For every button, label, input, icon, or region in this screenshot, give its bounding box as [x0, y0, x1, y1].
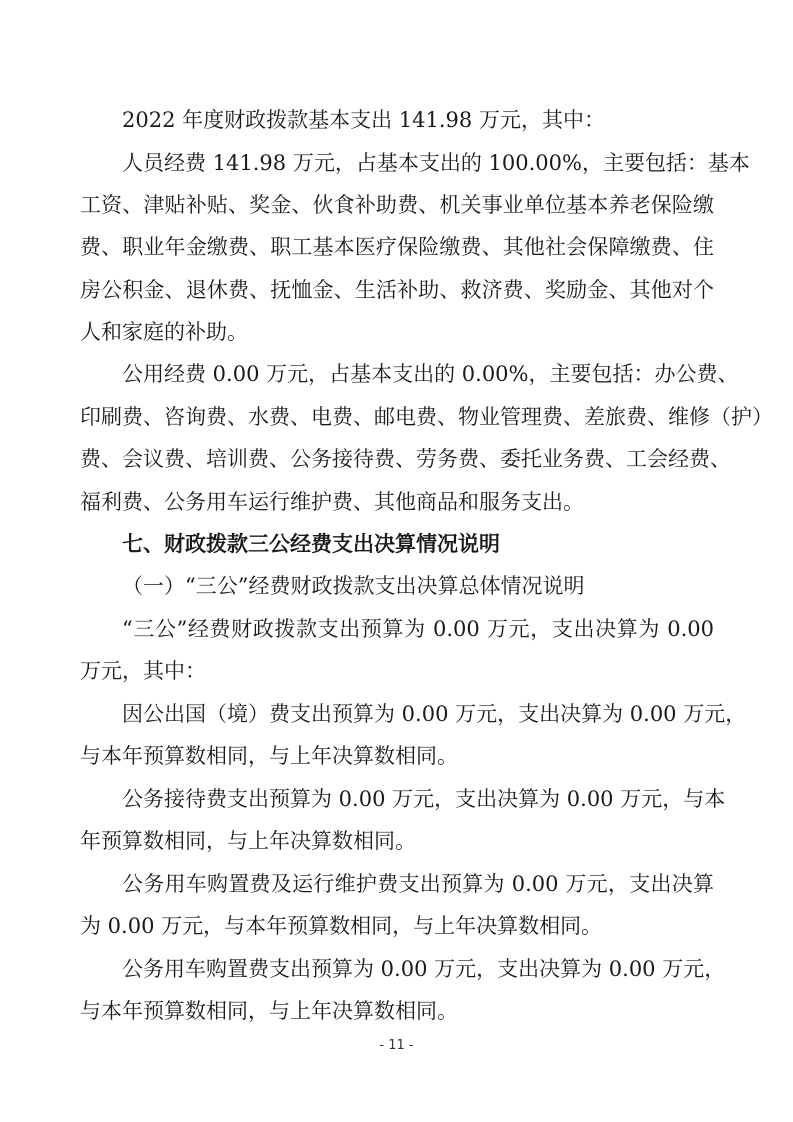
paragraph-line: 福利费、公务用车运行维护费、其他商品和服务支出。	[80, 490, 584, 514]
paragraph-line: 工资、津贴补贴、奖金、伙食补助费、机关事业单位基本养老保险缴	[80, 193, 714, 217]
paragraph-line: 公用经费 0.00 万元，占基本支出的 0.00%，主要包括：办公费、	[122, 362, 739, 386]
paragraph-line: “三公”经费财政拨款支出预算为 0.00 万元，支出决算为 0.00	[122, 617, 714, 641]
paragraph-line: 公务用车购置费及运行维护费支出预算为 0.00 万元，支出决算	[122, 872, 714, 896]
paragraph-line: 与本年预算数相同，与上年决算数相同。	[80, 999, 458, 1023]
paragraph-line: 费、职业年金缴费、职工基本医疗保险缴费、其他社会保障缴费、住	[80, 235, 714, 259]
paragraph-line: 与本年预算数相同，与上年决算数相同。	[80, 744, 458, 768]
paragraph-line: 为 0.00 万元，与本年预算数相同，与上年决算数相同。	[80, 914, 603, 938]
paragraph-line: 房公积金、退休费、抚恤金、生活补助、救济费、奖励金、其他对个	[80, 278, 714, 302]
subheading: （一）“三公”经费财政拨款支出决算总体情况说明	[122, 574, 585, 598]
paragraph-line: 年预算数相同，与上年决算数相同。	[80, 829, 416, 853]
paragraph-line: 费、会议费、培训费、公务接待费、劳务费、委托业务费、工会经费、	[80, 447, 731, 471]
paragraph-line: 2022 年度财政拨款基本支出 141.98 万元，其中：	[122, 108, 605, 132]
paragraph-line: 人员经费 141.98 万元，占基本支出的 100.00%，主要包括：基本	[122, 151, 750, 175]
section-heading: 七、财政拨款三公经费支出决算情况说明	[122, 532, 500, 556]
paragraph-line: 因公出国（境）费支出预算为 0.00 万元，支出决算为 0.00 万元，	[122, 702, 747, 726]
paragraph-line: 印刷费、咨询费、水费、电费、邮电费、物业管理费、差旅费、维修（护）	[80, 405, 773, 429]
paragraph-line: 人和家庭的补助。	[80, 320, 248, 344]
paragraph-line: 公务用车购置费支出预算为 0.00 万元，支出决算为 0.00 万元，	[122, 957, 726, 981]
paragraph-line: 公务接待费支出预算为 0.00 万元，支出决算为 0.00 万元，与本	[122, 787, 726, 811]
paragraph-line: 万元，其中：	[80, 659, 206, 683]
page-number: - 11 -	[379, 1038, 414, 1053]
